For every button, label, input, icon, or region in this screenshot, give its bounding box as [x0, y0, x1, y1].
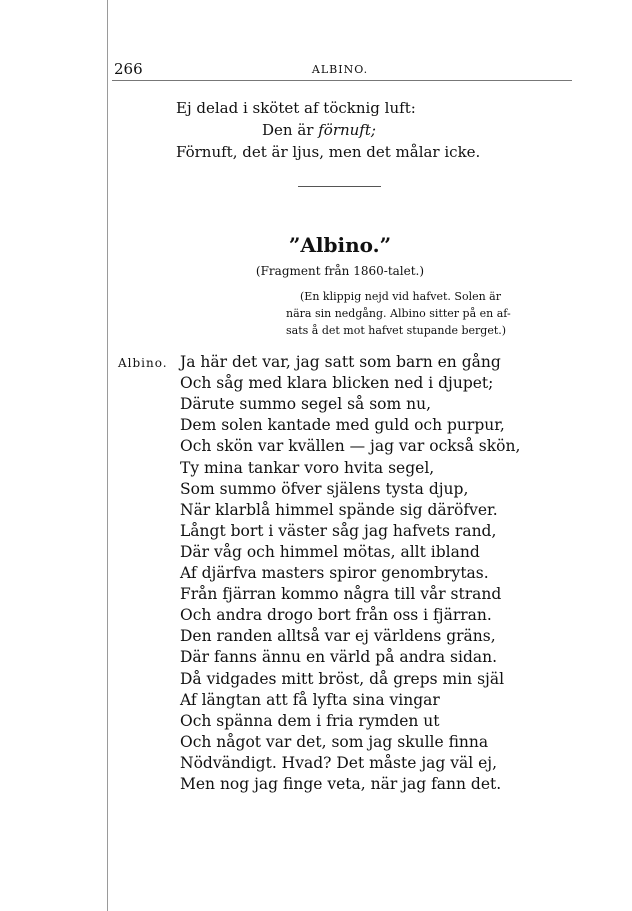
opening-line-2: [262, 121, 376, 139]
verse-line: Och andra drogo bort från oss i fjärran.: [180, 606, 492, 625]
opening-line-1: Ej delad i skötet af töcknig luft:: [176, 99, 416, 117]
stage-direction-line: sats å det mot hafvet stupande berget.): [286, 324, 507, 337]
stage-direction-line: (En klippig nejd vid hafvet. Solen är: [300, 290, 501, 303]
verse-line: Och spänna dem i fria rymden ut: [180, 711, 440, 730]
verse-line: Nödvändigt. Hvad? Det måste jag väl ej,: [180, 753, 498, 772]
verse-line: När klarblå himmel spände sig däröfver.: [180, 500, 498, 519]
section-divider: [298, 186, 381, 187]
verse-line: Den randen alltså var ej världens gräns,: [180, 627, 496, 646]
verse-line: Och något var det, som jag skulle finna: [180, 732, 489, 751]
running-title: ALBINO.: [311, 63, 369, 76]
verse-line: Af djärfva masters spiror genombrytas.: [180, 564, 489, 582]
opening-line-2-text: Den är: [262, 121, 314, 139]
verse-line: Men nog jag finge veta, när jag fann det.: [180, 775, 502, 793]
section-subtitle: (Fragment från 1860-talet.): [255, 264, 425, 278]
verse-line: Och skön var kvällen — jag var också skön,: [180, 437, 521, 456]
verse-line: Därute summo segel så som nu,: [180, 395, 432, 414]
page-binding-line: [107, 0, 108, 911]
verse-line: Långt bort i väster såg jag hafvets rand,: [180, 521, 497, 540]
verse-line: Af längtan att få lyfta sina vingar: [180, 690, 440, 709]
section-title: ”Albino.”: [288, 233, 392, 257]
speaker-name: Albino.: [118, 356, 168, 370]
opening-line-3: Förnuft, det är ljus, men det målar icke.: [176, 143, 481, 161]
verse-line: Och såg med klara blicken ned i djupet;: [180, 374, 494, 393]
stage-direction-line: nära sin nedgång. Albino sitter på en af-: [286, 307, 511, 320]
verse-line: Ja här det var, jag satt som barn en gång: [180, 353, 501, 371]
verse-line: Dem solen kantade med guld och purpur,: [180, 416, 505, 435]
verse-line: Som summo öfver själens tysta djup,: [180, 479, 469, 498]
verse-line: Då vidgades mitt bröst, då greps min själ: [180, 669, 505, 688]
verse-line: Där våg och himmel mötas, allt ibland: [180, 542, 480, 561]
header-rule: [112, 80, 572, 81]
verse-line: Där fanns ännu en värld på andra sidan.: [180, 648, 498, 667]
verse-line: Från fjärran kommo några till vår strand: [180, 585, 502, 604]
opening-line-2-emphasis: förnuft;: [318, 121, 376, 139]
verse-line: Ty mina tankar voro hvita segel,: [180, 458, 435, 477]
page-number: 266: [114, 60, 143, 78]
